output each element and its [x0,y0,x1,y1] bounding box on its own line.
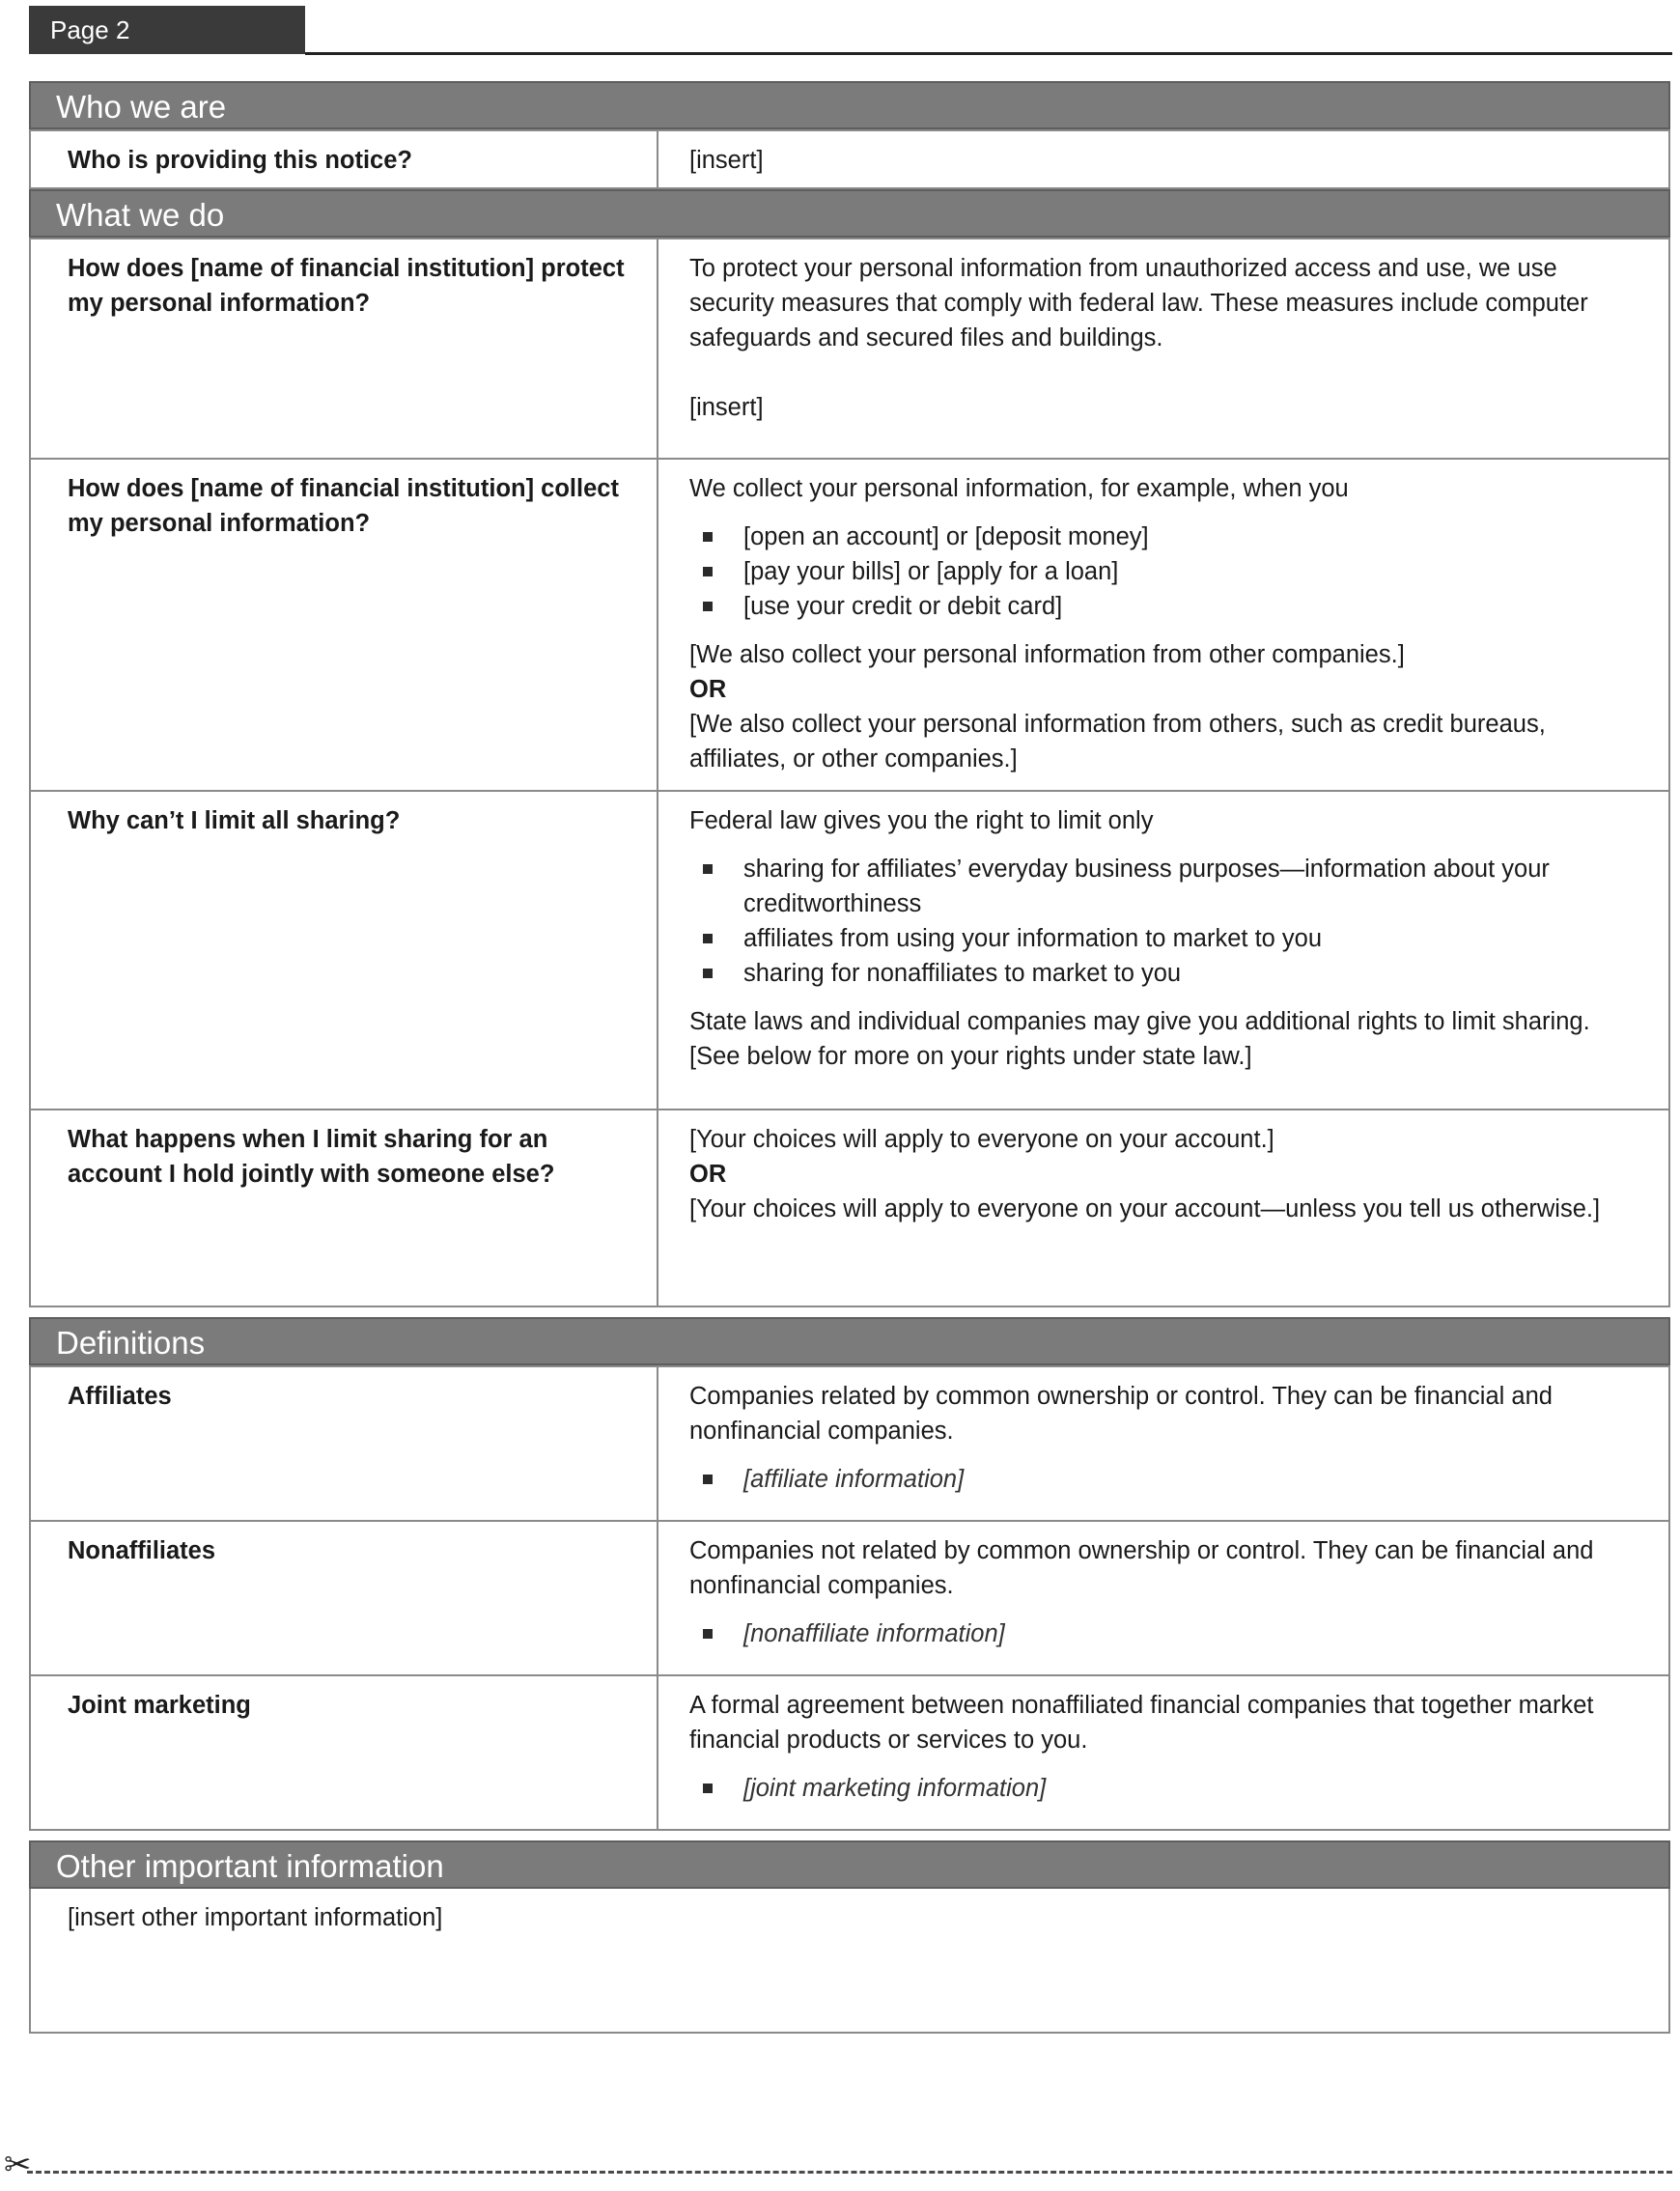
answer-paragraph: [We also collect your personal information from others, such as credit bureaus, affiliates, or other companies.] [689,711,1546,772]
or-label: OR [689,676,727,703]
what-we-do-table [29,238,1670,1307]
answer-paragraph: Federal law gives you the right to limit only [689,807,1154,834]
bullet-list [689,1462,1647,1497]
answer-paragraph: State laws and individual companies may give you additional rights to limit sharing. [See below for more on your rights under state law.] [689,1008,1590,1070]
cut-line [27,2171,1672,2174]
answer-paragraph: [Your choices will apply to everyone on your account—unless you tell us otherwise.] [689,1195,1601,1222]
table-row [30,239,1669,459]
other-info-box [29,1889,1670,2034]
list-item: affiliates from using your information to market to you [689,921,1647,956]
top-rule [305,52,1672,55]
definitions-table [29,1365,1670,1831]
section-gap [29,1307,1670,1317]
answer-cell [658,791,1669,1110]
question-cell: What happens when I limit sharing for an account I hold jointly with someone else? [30,1110,658,1306]
definition-text: A formal agreement between nonaffiliated financial companies that together market financial products or services to you. [689,1692,1594,1754]
answer-cell [658,459,1669,791]
list-item: [nonaffiliate information] [689,1616,1647,1651]
definition-text: Companies not related by common ownership or control. They can be financial and nonfinancial companies. [689,1537,1594,1599]
or-label: OR [689,1161,727,1188]
question-cell: Who is providing this notice? [30,130,658,188]
section-header-who-we-are: Who we are [29,81,1670,129]
answer-cell: [insert] [658,130,1669,188]
bullet-list [689,1771,1647,1806]
definition-text: Companies related by common ownership or control. They can be financial and nonfinancial companies. [689,1383,1553,1445]
answer-paragraph: To protect your personal information from unauthorized access and use, we use security measures that comply with federal law. These measures include computer safeguards and secured files and buildings. [689,255,1588,351]
question-cell: How does [name of financial institution] protect my personal information? [30,239,658,459]
question-cell: Why can’t I limit all sharing? [30,791,658,1110]
list-item: sharing for affiliates’ everyday business purposes—information about your creditworthiness [689,852,1647,921]
term-cell: Joint marketing [30,1675,658,1830]
table-row [30,1675,1669,1830]
definition-cell [658,1366,1669,1521]
section-header-definitions: Definitions [29,1317,1670,1365]
list-item: [affiliate information] [689,1462,1647,1497]
table-row [30,1110,1669,1306]
term-cell: Affiliates [30,1366,658,1521]
answer-paragraph: [Your choices will apply to everyone on your account.] [689,1126,1274,1153]
list-item: [open an account] or [deposit money] [689,520,1647,554]
answer-cell [658,239,1669,459]
who-we-are-table [29,129,1670,189]
bullet-list [689,1616,1647,1651]
scissors-icon: ✂ [4,2147,32,2183]
list-item: sharing for nonaffiliates to market to you [689,956,1647,991]
table-row [30,791,1669,1110]
other-info-text: [insert other important information] [68,1904,443,1931]
list-item: [joint marketing information] [689,1771,1647,1806]
table-row [30,130,1669,188]
list-item: [use your credit or debit card] [689,589,1647,624]
term-cell: Nonaffiliates [30,1521,658,1675]
answer-paragraph: We collect your personal information, for example, when you [689,475,1349,502]
page-label: Page 2 [29,6,305,54]
answer-cell [658,1110,1669,1306]
table-row [30,1521,1669,1675]
definition-cell [658,1521,1669,1675]
section-header-what-we-do: What we do [29,189,1670,238]
answer-paragraph: [We also collect your personal information from other companies.] [689,641,1405,668]
question-cell: How does [name of financial institution] collect my personal information? [30,459,658,791]
list-item: [pay your bills] or [apply for a loan] [689,554,1647,589]
notice-sheet [29,81,1670,2034]
table-row [30,459,1669,791]
answer-paragraph: [insert] [689,394,764,421]
table-row [30,1366,1669,1521]
bullet-list [689,852,1647,991]
definition-cell [658,1675,1669,1830]
bullet-list [689,520,1647,624]
section-gap [29,1831,1670,1840]
section-header-other-info: Other important information [29,1840,1670,1889]
